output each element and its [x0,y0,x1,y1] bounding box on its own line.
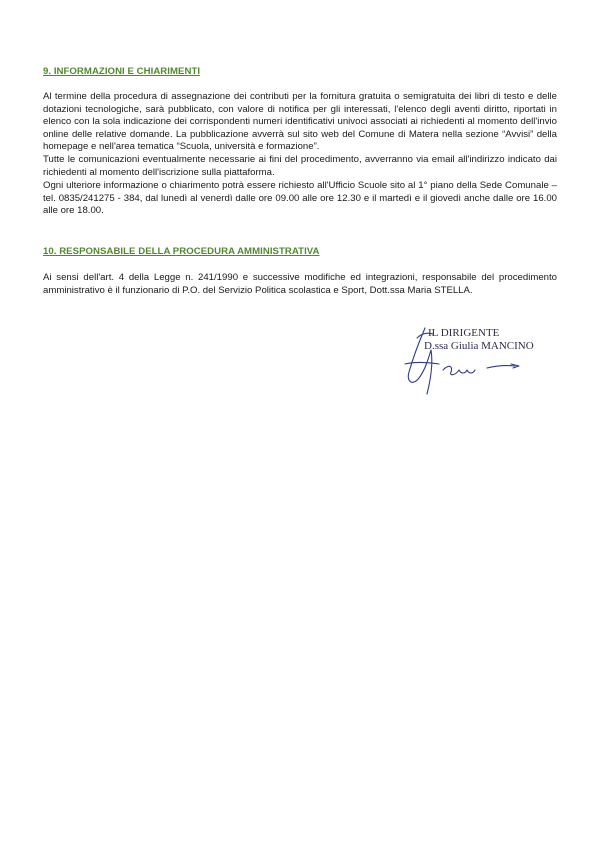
section-10-paragraph-1: Ai sensi dell'art. 4 della Legge n. 241/1990 e successive modifiche ed integrazioni, responsabile del procedimento amministrativo è il funzionario di P.O. del Servizio Politica scolastica e Sport, Dott.ssa Maria STELLA. [43,272,557,296]
section-9-paragraph-1: Al termine della procedura di assegnazione dei contributi per la fornitura gratuita o semigratuita dei libri di testo e delle dotazioni tecnologiche, sarà pubblicato, con valore di notifica per gli interessati, l'elenco degli aventi diritto, riportati in elenco con la sola indicazione dei corrispondenti numeri identificativi univoci associati ai richiedenti al momento dell'invio online delle relative domande. La pubblicazione avverrà sul sito web del Comune di Matera nella sezione “Avvisi” della homepage e nell'area tematica “Scuola, università e formazione”. [43,91,557,153]
signatory-name: D.ssa Giulia MANCINO [424,340,534,352]
signatory-title: IL DIRIGENTE [428,327,500,339]
section-9-heading: 9. INFORMAZIONI E CHIARIMENTI [43,66,201,77]
section-10-heading: 10. RESPONSABILE DELLA PROCEDURA AMMINISTRATIVA [43,246,320,257]
section-9-paragraph-3: Ogni ulteriore informazione o chiarimento potrà essere richiesto all'Ufficio Scuole sito al 1° piano della Sede Comunale – tel. 0835/241275 - 384, dal lunedì al venerdì dalle ore 09.00 alle ore 12.30 e il martedì e il giovedì anche dalle ore 16.00 alle ore 18.00. [43,180,557,217]
section-9-paragraph-2: Tutte le comunicazioni eventualmente necessarie ai fini del procedimento, avverranno via email all'indirizzo indicato dai richiedenti al momento dell'iscrizione sulla piattaforma. [43,154,557,178]
